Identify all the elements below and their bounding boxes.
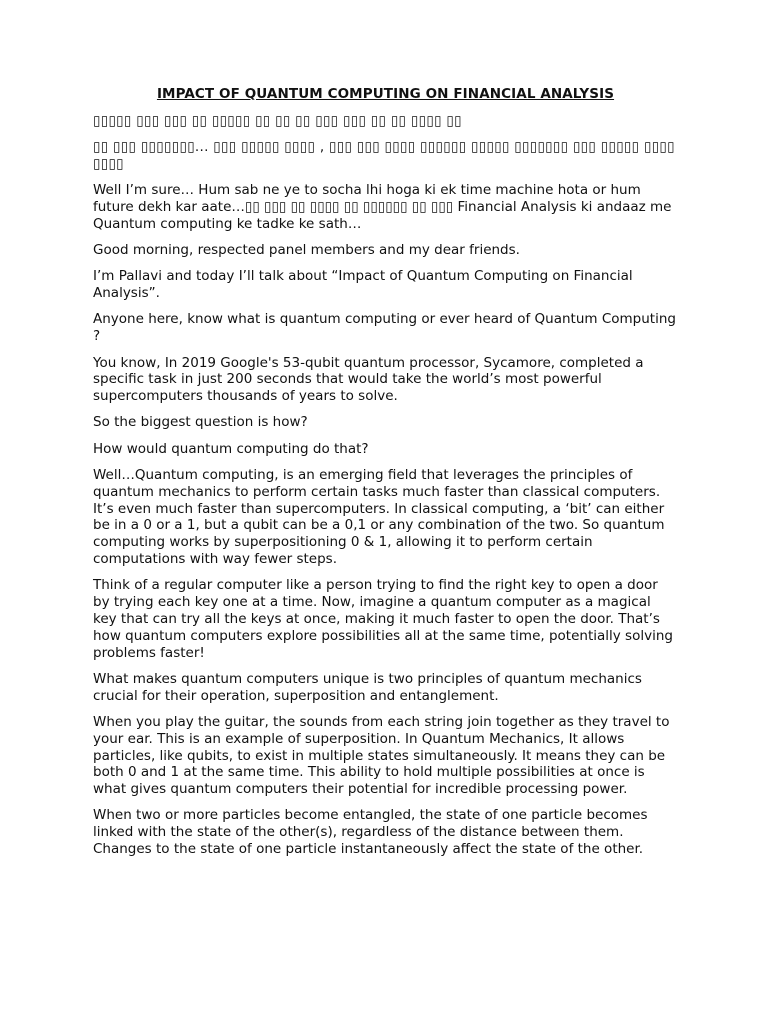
paragraph-intro: Well I’m sure… Hum sab ne ye to socha lhi hoga ki ek time machine hota or hum future dekh kar aate…▯▯ ▯▯▯ ▯▯ ▯▯▯▯ ▯▯ ▯▯▯▯▯▯ ▯▯ ▯▯▯ Financial Analysis ki andaaz me Quantum computing ke tadke ke sath… — [93, 182, 672, 232]
paragraph-question: Anyone here, know what is quantum computing or ever heard of Quantum Computing ? — [93, 311, 676, 345]
paragraph-hindi-2: ▯▯ ▯▯▯ ▯▯▯▯▯▯▯... ▯▯▯ ▯▯▯▯▯ ▯▯▯▯ , ▯▯▯ ▯▯▯ ▯▯▯▯ ▯▯▯▯▯▯ ▯▯▯▯▯ ▯▯▯▯▯▯▯ ▯▯▯ ▯▯▯▯▯ ▯▯▯▯ ▯▯▯▯ — [93, 139, 675, 172]
paragraph-sycamore: You know, In 2019 Google's 53-qubit quantum processor, Sycamore, completed a specific task in just 200 seconds that would take the world’s most powerful supercomputers thousands of years to solve. — [93, 354, 644, 405]
paragraph-superposition: When you play the guitar, the sounds from each string join together as they travel to your ear. This is an example of superposition. In Quantum Mechanics, It allows particles, like qubits, to exist in multiple states simultaneously. It means they can be both 0 and 1 at the same time. This ability to hold multiple possibilities at once is what gives quantum computers their potential for incredible processing power. — [93, 713, 670, 798]
paragraph-topic: I’m Pallavi and today I’ll talk about “Impact of Quantum Computing on Financial Analysis”. — [93, 268, 633, 302]
paragraph-entanglement: When two or more particles become entangled, the state of one particle becomes linked with the state of the other(s), regardless of the distance between them. Changes to the state of one particle instantaneously affect the state of the other. — [93, 807, 648, 857]
paragraph-hindi-1: ▯▯▯▯▯ ▯▯▯ ▯▯▯ ▯▯ ▯▯▯▯▯ ▯▯ ▯▯ ▯▯ ▯▯▯ ▯▯▯ ▯▯ ▯▯ ▯▯▯▯ ▯▯ — [93, 112, 462, 129]
document-title: IMPACT OF QUANTUM COMPUTING ON FINANCIAL ANALYSIS — [156, 86, 615, 102]
paragraph-definition: Well…Quantum computing, is an emerging field that leverages the principles of quantum mechanics to perform certain tasks much faster than classical computers. It’s even much faster than supercomputers. In classical computing, a ‘bit’ can either be in a 0 or a 1, but a qubit can be a 0,1 or any combination of the two. So quantum computing works by superpositioning 0 & 1, allowing it to perform certain computations with way fewer steps. — [93, 467, 665, 568]
paragraph-key-analogy: Think of a regular computer like a person trying to find the right key to open a door by trying each key one at a time. Now, imagine a quantum computer as a magical key that can try all the keys at once, making it much faster to open the door. That’s how quantum computers explore possibilities all at the same time, potentially solving problems faster! — [93, 577, 673, 661]
paragraph-biggest-question: So the biggest question is how? — [93, 414, 308, 431]
paragraph-principles: What makes quantum computers unique is two principles of quantum mechanics crucial for their operation, superposition and entanglement. — [93, 670, 642, 704]
paragraph-how: How would quantum computing do that? — [93, 440, 369, 457]
document-page — [93, 86, 678, 867]
paragraph-greeting: Good morning, respected panel members and my dear friends. — [93, 242, 520, 259]
